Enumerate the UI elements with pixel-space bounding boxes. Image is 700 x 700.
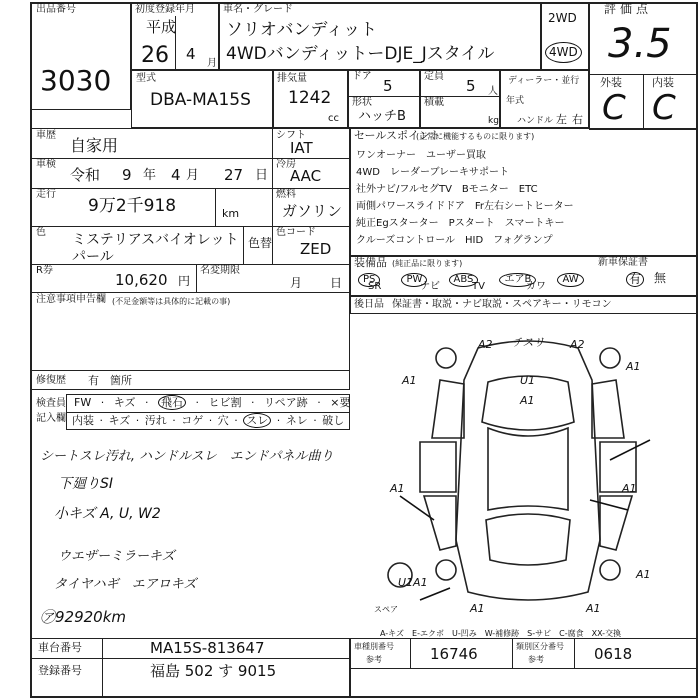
diagram-mark: A1 — [622, 482, 637, 495]
car-name: ソリオバンディット — [226, 20, 378, 40]
reg-era: 平成 — [146, 18, 177, 36]
ref1-value: 16746 — [430, 645, 478, 663]
sales-point-line: 社外ナビ/フルセグTV Bモニター ETC — [356, 184, 538, 195]
diagram-mark: A2 — [570, 338, 585, 351]
inspector-row2: 内装 · キズ · 汚れ · コゲ · 穴 · スレ · ネレ · 破し — [72, 414, 345, 427]
doors-value: 5 — [383, 77, 393, 95]
warranty-not: 無 — [654, 271, 667, 285]
accessories-value: 保証書・取説・ナビ取説・スペアキー・リモコン — [392, 299, 612, 310]
mileage-value: 9万2千918 — [88, 196, 177, 216]
hand-note: 小キズ A, U, W2 — [54, 506, 161, 522]
diagram-mark: A2 — [478, 338, 493, 351]
sales-point-line: クルーズコントロール HID フォグランプ — [356, 235, 553, 246]
warranty-has: 有 — [626, 272, 644, 287]
spare-label: スペア — [374, 605, 398, 614]
chassis-value: MA15S-813647 — [150, 639, 265, 657]
repair-value: 有 箇所 — [88, 374, 132, 387]
sales-point-line: 両側パワースライドドア Fr左右シートヒーター — [356, 201, 574, 212]
damage-legend: A-キズ E-エクボ U-凹み W-補修跡 S-サビ C-腐食 XX-交換 — [380, 629, 622, 638]
lot-number: 3030 — [40, 64, 112, 97]
displacement-value: 1242 — [288, 88, 332, 108]
color-code: ZED — [300, 240, 332, 258]
shape-value: ハッチB — [358, 109, 406, 124]
score-label: 評価点 — [604, 2, 653, 16]
diagram-mark: チスリ — [512, 336, 545, 349]
score-value: 3.5 — [608, 21, 672, 67]
diagram-mark: A1 — [626, 360, 641, 373]
drive-4wd: 4WD — [545, 42, 582, 63]
hand-note: 下廻りSI — [58, 476, 114, 492]
diagram-mark: A1 — [636, 568, 651, 581]
equipment-items: PS PW ABS エアB AW — [358, 267, 587, 287]
diagram-mark: U1A1 — [398, 576, 428, 589]
diagram-mark: A1 — [390, 482, 405, 495]
diagram-mark: A1 — [470, 602, 485, 615]
hand-note: ウエザーミラーキズ — [58, 549, 175, 564]
car-label: 車名・グレード — [223, 4, 293, 15]
ref2-value: 0618 — [594, 645, 633, 663]
auction-sheet: 出品番号 3030 初度登録年月 平成 26 4 月 車名・グレード ソリオバンディット 4WDバンディットーDJE_Jスタイル 2WD 4WD 評価点 3.5 外装 内装 C C 型式 DBA-MA15S 排気量 1242 cc ドア 5 形状 ハッチB 定員 5 人 積載 kg ディーラー・並行 年式 ハンドル 左 右 車歴 自家用 シフト IAT 車検 令和 9 年 4 月 27 日 冷房 AAC 走行 9万2千918 km 燃料 ガソリン 色 ミステリアスバイオレットパール 色替 色コード ZED R券 10,620 円 名変期限 月 日 注意事項申告欄 (不足金額等は具体的に記載の事) 修復歴 有 箇所 セールスポイント (正常に機能するものに限ります) ワンオーナー ユーザー買取 4WD レーダーブレーキサポート 社外ナビ/フルセグTV Bモニター ETC 両側パワースライドドア Fr左右シートヒーター 純正Egスターター Pスタート スマートキー クルーズコントロール HID フォグランプ 装備品 (純正品に限ります) 新車保証書 PS PW ABS エアB AW SR ナビ TV カワ 有 無 後日品 保証書・取説・ナビ取説・スペアキー・リモコン 検査員 記入欄 FW · キズ · 飛石 · ヒビ割 · リペア跡 · ×要 内装 · キズ · 汚れ · コゲ · 穴 · スレ · ネレ · 破し シートスレ汚れ, ハンドルスレ エンドパネル曲り 下廻りSI 小キズ A, U, W2 ウエザーミラーキズ タイヤハギ エアロキズ ㋐92920km A2 チスリ A2 U1 A1 A1 A1 A1 A1 U1A1 A1 A1 A1 スペア A-キズ E-エクボ U-凹み W-補修跡 S-サビ C-腐食 XX-交換 車台番号 MA15S-813647 登録番号 福島 502 す 9015 車種別番号 参考 16746 類別区分番号 参考 0618 — [0, 0, 700, 700]
plate-value: 福島 502 す 9015 — [150, 662, 277, 680]
shift-value: IAT — [290, 139, 313, 157]
diagram-mark: A1 — [402, 374, 417, 387]
color-value: ミステリアスバイオレットパール — [72, 232, 239, 265]
diagram-mark: A1 — [520, 394, 535, 407]
sales-point-line: 純正Egスターター Pスタート スマートキー — [356, 218, 565, 229]
score-interior: C — [652, 88, 676, 128]
usage-value: 自家用 — [70, 136, 119, 155]
inspector-row1: FW · キズ · 飛石 · ヒビ割 · リペア跡 · ×要 — [74, 396, 351, 409]
reg-year: 26 — [141, 43, 169, 68]
hand-note: タイヤハギ エアロキズ — [54, 577, 197, 592]
aircon-value: AAC — [290, 167, 322, 185]
reg-month: 4 — [186, 45, 196, 63]
sales-point-line: ワンオーナー ユーザー買取 — [356, 150, 486, 161]
lot-label: 出品番号 — [36, 4, 76, 15]
fuel-value: ガソリン — [282, 202, 343, 220]
car-grade: 4WDバンディットーDJE_Jスタイル — [226, 44, 495, 64]
recycle-value: 10,620 — [115, 271, 168, 289]
capacity-value: 5 — [466, 77, 476, 95]
hand-note: シートスレ汚れ, ハンドルスレ エンドパネル曲り — [40, 449, 334, 464]
score-exterior: C — [602, 88, 626, 128]
diagram-mark: A1 — [586, 602, 601, 615]
sales-point-line: 4WD レーダーブレーキサポート — [356, 167, 510, 178]
model-value: DBA-MA15S — [150, 90, 251, 110]
reg-label: 初度登録年月 — [135, 4, 195, 15]
hand-note: ㋐92920km — [40, 608, 127, 626]
car-damage-diagram — [360, 320, 696, 620]
drive-2wd: 2WD — [548, 11, 577, 25]
diagram-mark: U1 — [520, 374, 536, 387]
